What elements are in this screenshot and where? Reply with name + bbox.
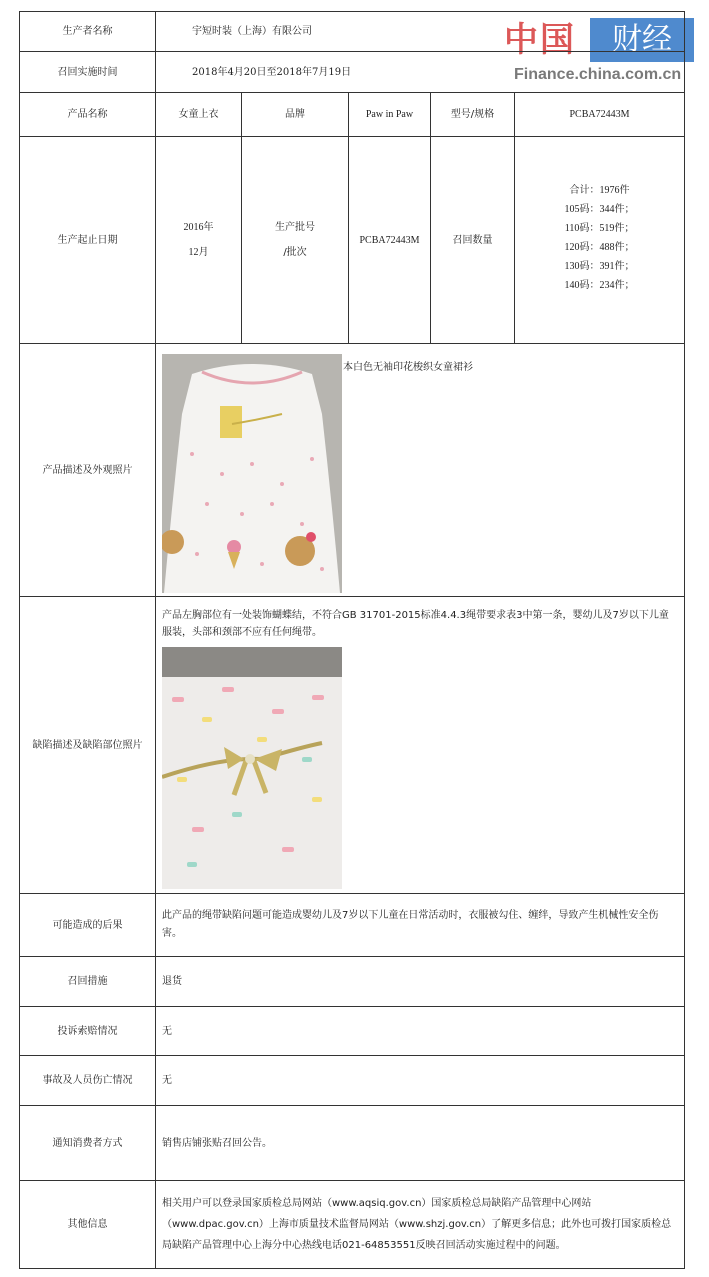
quantity-total: 合计：1976件 <box>569 185 630 196</box>
notify-row <box>20 1106 685 1181</box>
model-label: 型号/规格 <box>431 93 515 137</box>
other-info-value: 相关用户可以登录国家质检总局网站（www.aqsiq.gov.cn）国家质检总局缺陷产品管理中心网站（www.dpac.gov.cn）上海市质量技术监督局网站（www.shzj.gov.cn）了解更多信息；此外也可拨打国家质检总局缺陷产品管理中心上海分中心热线电话021-64853551反映召回活动实施过程中的问题。 <box>156 1181 685 1269</box>
production-row <box>20 137 685 344</box>
producer-value: 宇短时装（上海）有限公司 <box>156 12 685 52</box>
batch-label-line1: 生产批号 <box>275 222 315 233</box>
recall-quantity-label: 召回数量 <box>431 137 515 344</box>
brand-value: Paw in Paw <box>349 93 431 137</box>
quantity-size-110: 110码：519件； <box>564 223 635 234</box>
measures-value: 退货 <box>156 957 685 1007</box>
description-label: 产品描述及外观照片 <box>20 344 156 597</box>
recall-quantity-list <box>515 137 685 344</box>
notify-label: 通知消费者方式 <box>20 1106 156 1181</box>
production-date-value <box>156 137 242 344</box>
batch-label <box>242 137 349 344</box>
period-row <box>20 52 685 93</box>
quantity-size-120: 120码：488件； <box>564 242 635 253</box>
quantity-size-130: 130码：391件； <box>564 261 635 272</box>
complaints-row <box>20 1007 685 1056</box>
product-row <box>20 93 685 137</box>
defect-content <box>156 597 685 894</box>
production-date-month: 12月 <box>188 247 209 258</box>
complaints-value: 无 <box>156 1007 685 1056</box>
consequence-label: 可能造成的后果 <box>20 894 156 957</box>
notify-value: 销售店铺张贴召回公告。 <box>156 1106 685 1181</box>
product-caption: 本白色无袖印花梭织女童裙衫 <box>343 362 473 373</box>
measures-row <box>20 957 685 1007</box>
measures-label: 召回措施 <box>20 957 156 1007</box>
description-row <box>20 344 685 597</box>
quantity-size-140: 140码：234件； <box>564 280 635 291</box>
description-content <box>156 344 685 597</box>
period-value: 2018年4月20日至2018年7月19日 <box>156 52 685 93</box>
producer-label: 生产者名称 <box>20 12 156 52</box>
recall-notice-table <box>19 11 685 1269</box>
consequence-value: 此产品的绳带缺陷问题可能造成婴幼儿及7岁以下儿童在日常活动时，衣服被勾住、缠绊，导致产生机械性安全伤害。 <box>156 894 685 957</box>
defect-label: 缺陷描述及缺陷部位照片 <box>20 597 156 894</box>
batch-label-line2: /批次 <box>283 247 307 258</box>
accidents-value: 无 <box>156 1056 685 1106</box>
period-label: 召回实施时间 <box>20 52 156 93</box>
logo-caijing-box: 财经 <box>590 18 694 62</box>
producer-row <box>20 12 685 52</box>
production-date-label: 生产起止日期 <box>20 137 156 344</box>
product-name-value: 女童上衣 <box>156 93 242 137</box>
defect-text: 产品左胸部位有一处装饰蝴蝶结，不符合GB 31701-2015标准4.4.3绳带要求表3中第一条，婴幼儿及7岁以下儿童服装，头部和颈部不应有任何绳带。 <box>162 610 669 638</box>
consequence-row <box>20 894 685 957</box>
complaints-label: 投诉索赔情况 <box>20 1007 156 1056</box>
batch-value: PCBA72443M <box>349 137 431 344</box>
accidents-label: 事故及人员伤亡情况 <box>20 1056 156 1106</box>
accidents-row <box>20 1056 685 1106</box>
quantity-size-105: 105码：344件； <box>564 204 635 215</box>
production-date-year: 2016年 <box>183 222 214 233</box>
logo-chinese-mark: 中国 <box>504 20 576 60</box>
defect-row <box>20 597 685 894</box>
logo-domain-text: Finance.china.com.cn <box>514 66 682 83</box>
defect-bow-photo <box>162 647 342 889</box>
other-info-label: 其他信息 <box>20 1181 156 1269</box>
other-info-row <box>20 1181 685 1269</box>
brand-label: 品牌 <box>242 93 349 137</box>
model-value: PCBA72443M <box>515 93 685 137</box>
product-name-label: 产品名称 <box>20 93 156 137</box>
dress-photo <box>162 354 342 593</box>
